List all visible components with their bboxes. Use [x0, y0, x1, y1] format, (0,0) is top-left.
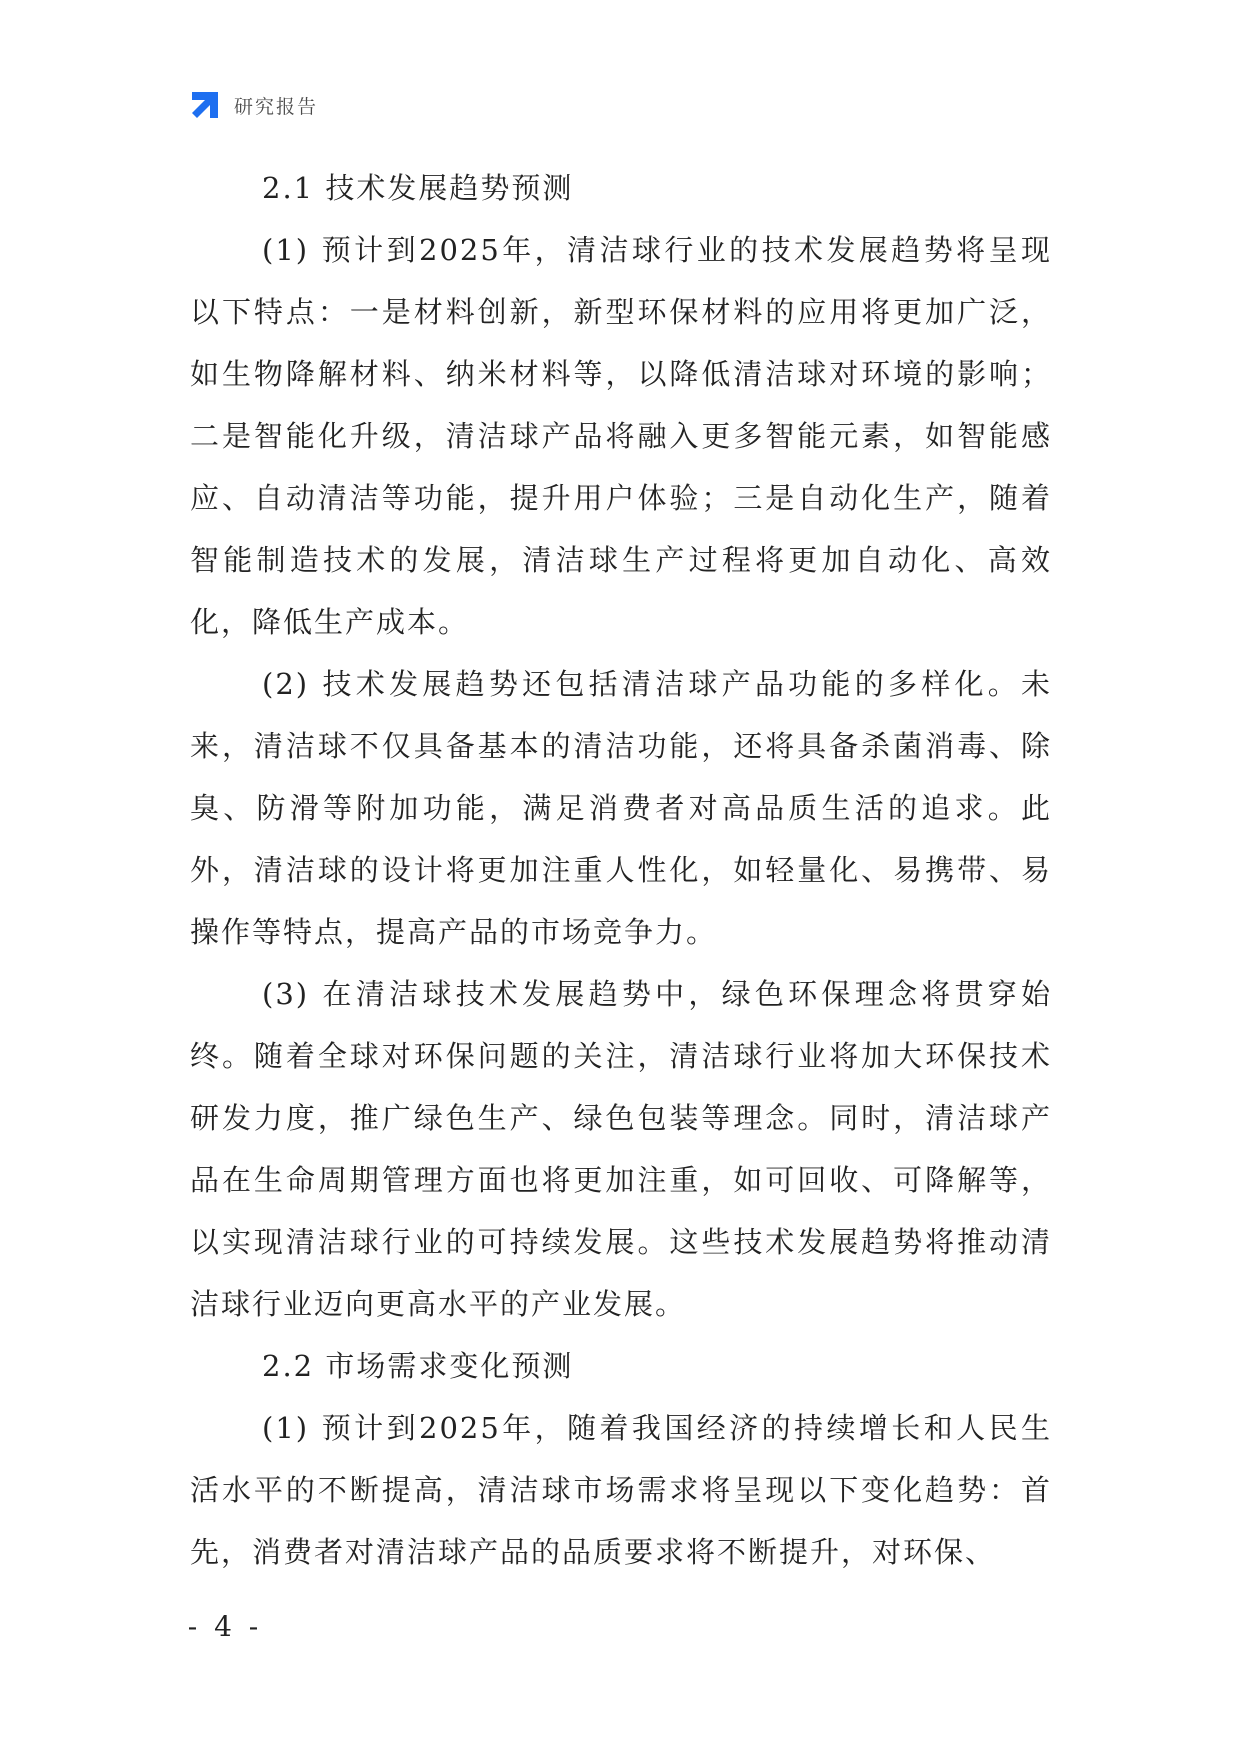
- paragraph: (1) 预计到2025年，随着我国经济的持续增长和人民生活水平的不断提高，清洁球市场需求将呈现以下变化趋势：首先，消费者对清洁球产品的品质要求将不断提升，对环保、: [190, 1411, 1052, 1569]
- section-market-demand: [190, 1335, 1052, 1583]
- page-header: [188, 88, 318, 122]
- document-body: [190, 157, 1052, 1583]
- page-number: - 4 -: [187, 1610, 263, 1643]
- paragraph: (2) 技术发展趋势还包括清洁球产品功能的多样化。未来，清洁球不仅具备基本的清洁功能，还将具备杀菌消毒、除臭、防滑等附加功能，满足消费者对高品质生活的追求。此外，清洁球的设计将更加注重人性化，如轻量化、易携带、易操作等特点，提高产品的市场竞争力。: [190, 667, 1052, 949]
- section-heading: 2.1 技术发展趋势预测: [262, 171, 574, 205]
- arrow-up-right-icon: [188, 88, 222, 122]
- section-tech-trends: [190, 157, 1052, 1335]
- section-heading: 2.2 市场需求变化预测: [262, 1349, 574, 1383]
- paragraph: (3) 在清洁球技术发展趋势中，绿色环保理念将贯穿始终。随着全球对环保问题的关注，清洁球行业将加大环保技术研发力度，推广绿色生产、绿色包装等理念。同时，清洁球产品在生命周期管理方面也将更加注重，如可回收、可降解等，以实现清洁球行业的可持续发展。这些技术发展趋势将推动清洁球行业迈向更高水平的产业发展。: [190, 977, 1052, 1321]
- header-title: 研究报告: [234, 95, 319, 118]
- paragraph: (1) 预计到2025年，清洁球行业的技术发展趋势将呈现以下特点：一是材料创新，新型环保材料的应用将更加广泛，如生物降解材料、纳米材料等，以降低清洁球对环境的影响；二是智能化升级，清洁球产品将融入更多智能元素，如智能感应、自动清洁等功能，提升用户体验；三是自动化生产，随着智能制造技术的发展，清洁球生产过程将更加自动化、高效化，降低生产成本。: [190, 233, 1052, 639]
